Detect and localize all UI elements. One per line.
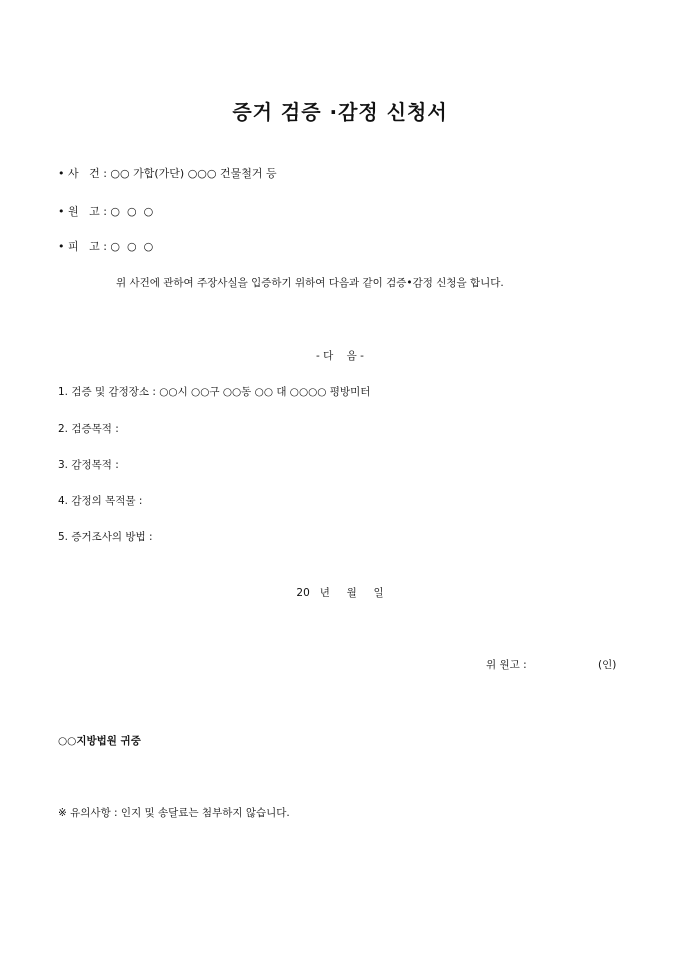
item-5: 5. 증거조사의 방법 : (58, 531, 153, 543)
date-line: 20 년 월 일 (296, 587, 384, 599)
defendant-line: • 피 고 : ○ ○ ○ (58, 240, 154, 253)
case-line: • 사 건 : ○○ 가합(가단) ○○○ 건물철거 등 (58, 167, 277, 180)
item-2: 2. 검증목적 : (58, 423, 119, 435)
item-3: 3. 감정목적 : (58, 459, 119, 471)
seal-mark: (인) (598, 659, 617, 671)
court-name: ○○지방법원 귀중 (58, 735, 141, 747)
intro-text: 위 사건에 관하여 주장사실을 입증하기 위하여 다음과 같이 검증•감정 신청을 합니다. (116, 277, 504, 289)
document-title: 증거 검증 ·감정 신청서 (232, 100, 448, 124)
section-heading: - 다 음 - (316, 350, 364, 362)
signature-label: 위 원고 : (486, 659, 527, 671)
item-4: 4. 감정의 목적물 : (58, 495, 143, 507)
plaintiff-line: • 원 고 : ○ ○ ○ (58, 205, 154, 218)
item-1: 1. 검증 및 감정장소 : ○○시 ○○구 ○○동 ○○ 대 ○○○○ 평방미터 (58, 386, 371, 398)
note-text: ※ 유의사항 : 인지 및 송달료는 첨부하지 않습니다. (58, 807, 290, 819)
